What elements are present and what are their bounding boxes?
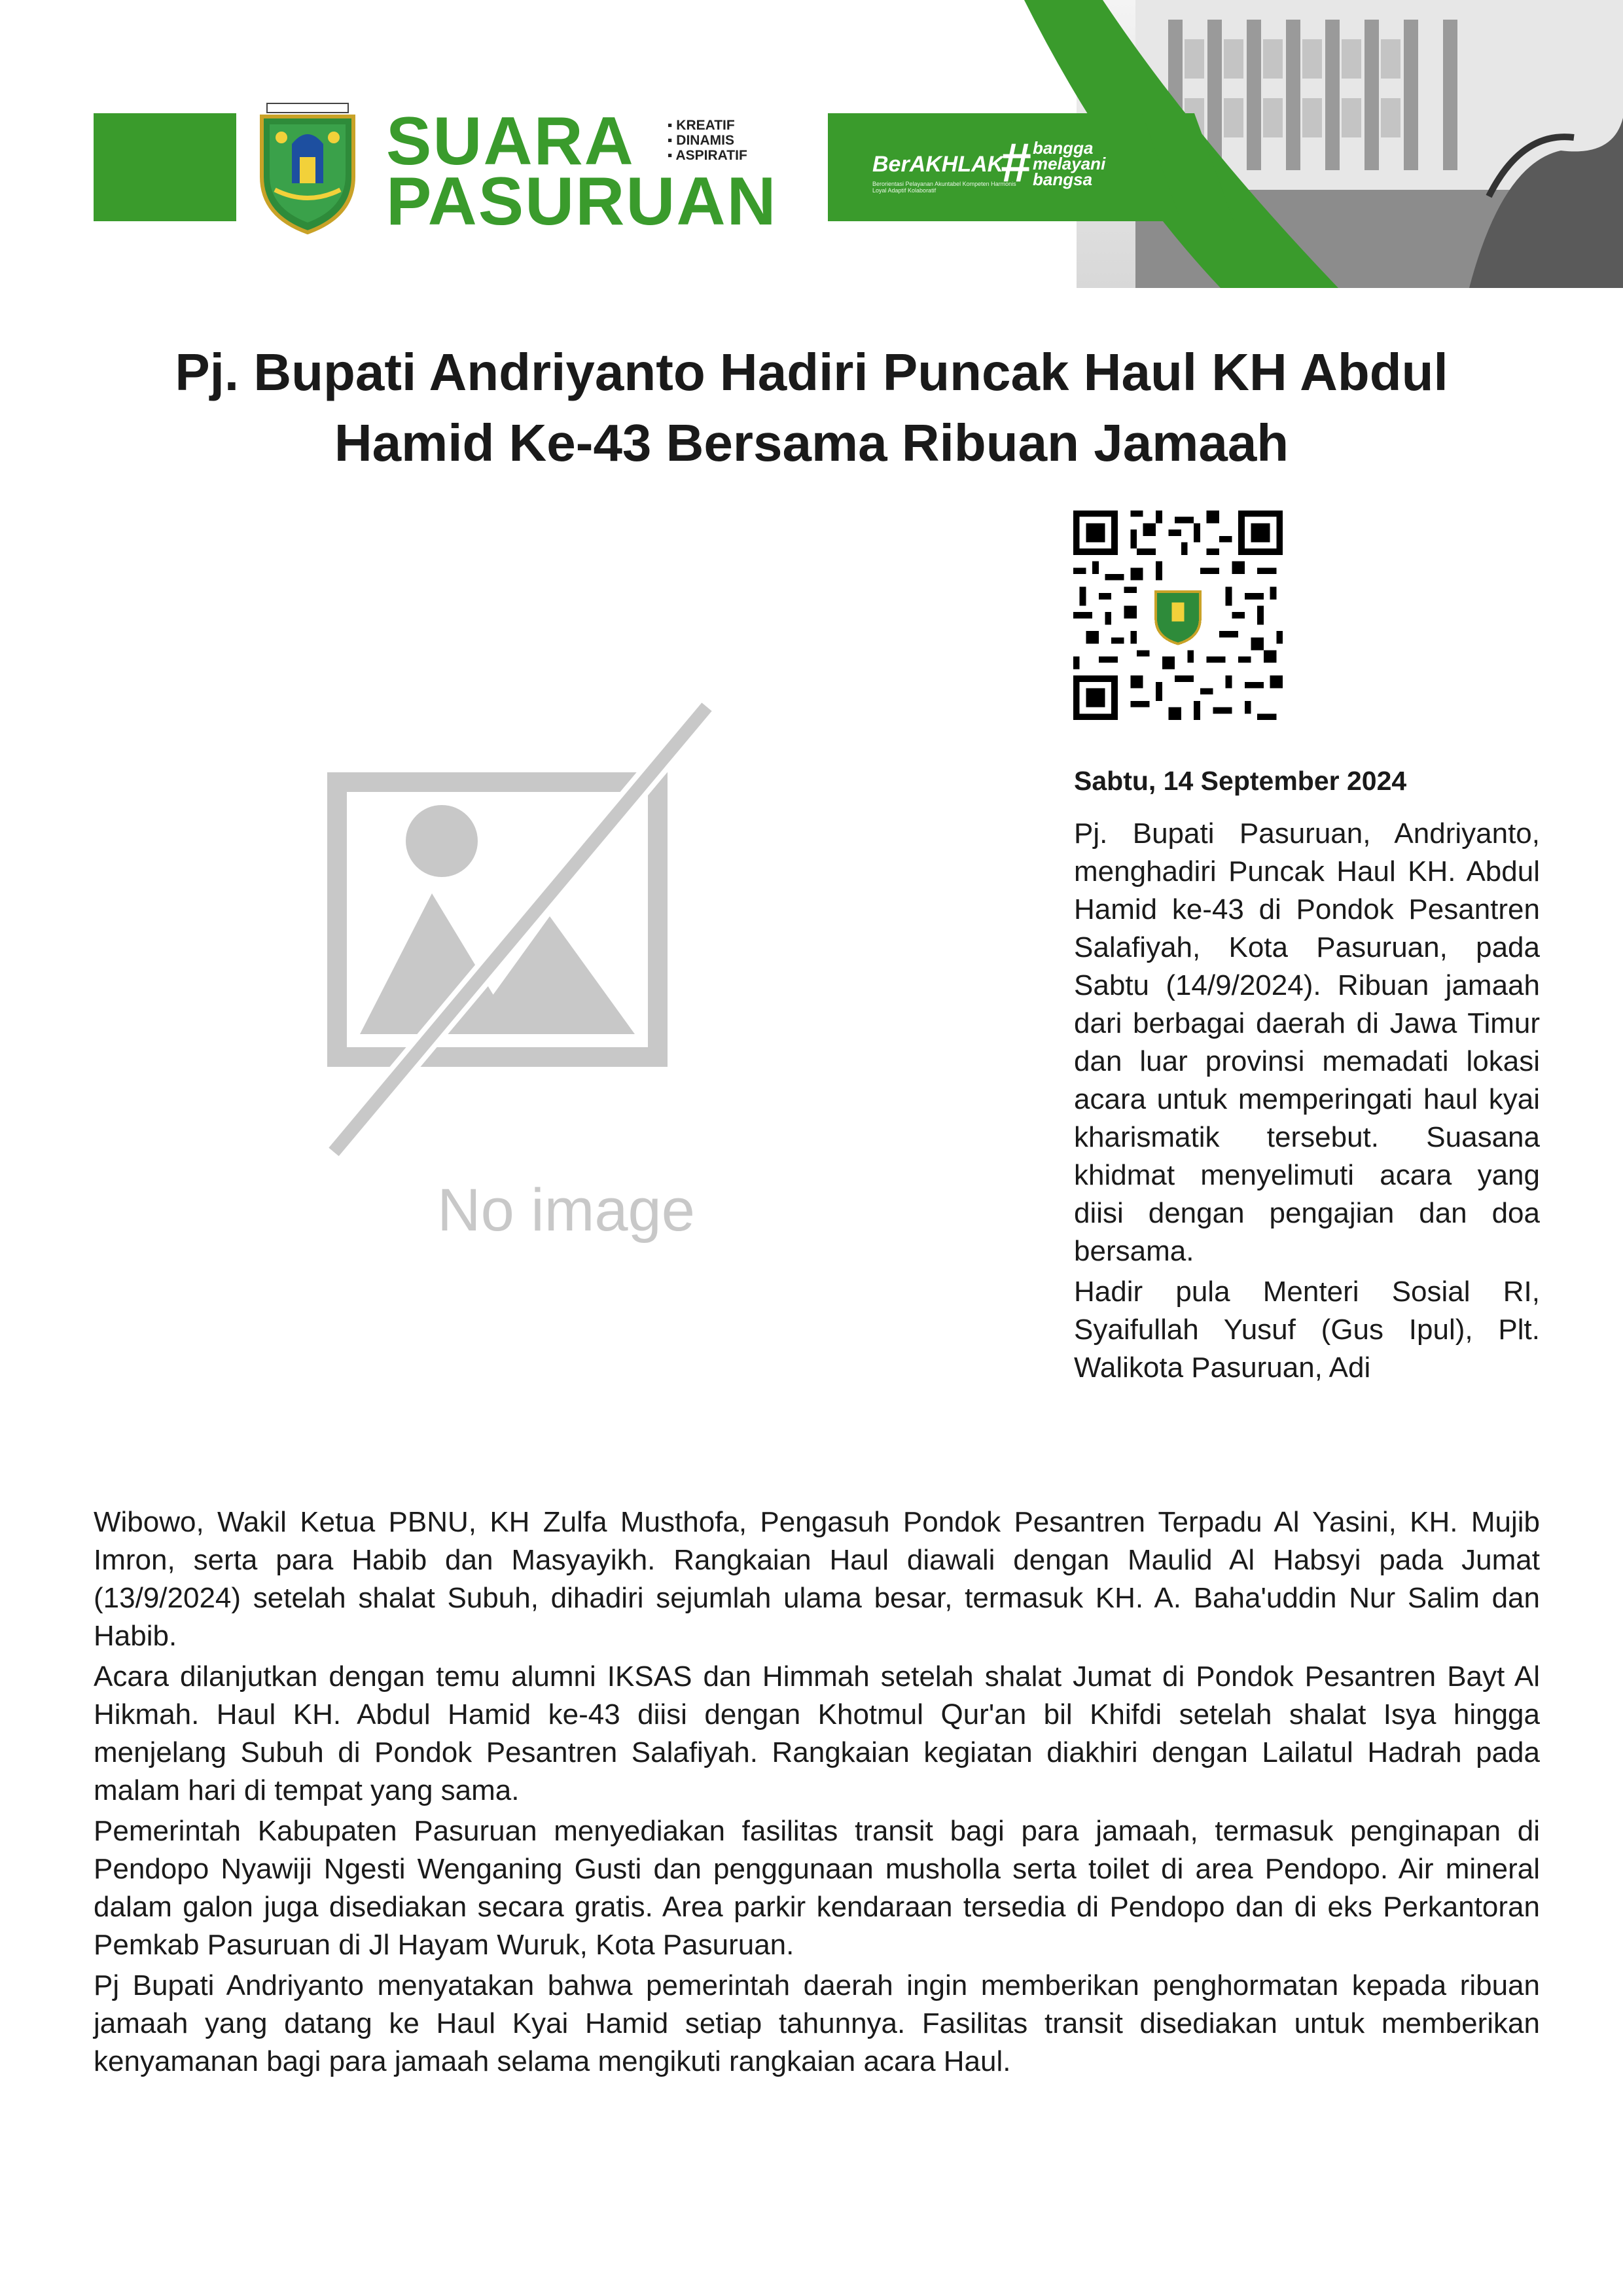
- bangga-line-3: bangsa: [1033, 170, 1093, 189]
- paragraph-3: Acara dilanjutkan dengan temu alumni IKSAS dan Himmah setelah shalat Jumat di Pondok Pesantren Bayt Al Hikmah. Haul KH. Abdul Hamid ke-43 diisi dengan Khotmul Qur'an bil Khifdi setelah shalat Isya hingga menjelang Subuh di Pondok Pesantren Salafiyah. Rangkaian kegiatan diakhiri dengan Lailatul Hadrah pada malam hari di tempat yang sama.: [94, 1660, 1540, 1806]
- brand-line-1: SUARA: [386, 103, 635, 179]
- pasuruan-crest-logo: [255, 98, 360, 236]
- paragraph-4: Pemerintah Kabupaten Pasuruan menyediakan fasilitas transit bagi para jamaah, termasuk penginapan di Pendopo Nyawiji Ngesti Wenganing Gusti dan penggunaan musholla serta toilet di area Pendopo. Air mineral dalam galon juga disediakan secara gratis. Area parkir kendaraan tersedia di Pendopo dan di eks Perkantoran Pemkab Pasuruan di Jl Hayam Wuruk, Kota Pasuruan.: [94, 1815, 1540, 1961]
- brand-tags: [668, 118, 747, 163]
- bangga-line-2: melayani: [1033, 154, 1106, 173]
- paragraph-2-start: Hadir pula Menteri Sosial RI, Syaifullah Yusuf (Gus Ipul), Plt. Walikota Pasuruan, Adi: [1074, 1276, 1540, 1384]
- article-headline: [105, 337, 1518, 478]
- tag-dinamis: ▪ DINAMIS: [668, 133, 747, 148]
- qr-code[interactable]: [1073, 511, 1283, 720]
- headline-line-2: Hamid Ke-43 Bersama Ribuan Jamaah: [334, 414, 1289, 472]
- bangga-line-1: bangga: [1033, 138, 1094, 158]
- headline-line-1: Pj. Bupati Andriyanto Hadiri Puncak Haul KH Abdul: [175, 343, 1448, 401]
- brand-line-2: PASURUAN: [386, 164, 777, 240]
- image-placeholder-icon: [327, 707, 707, 1152]
- no-image-placeholder: [314, 694, 812, 1283]
- paragraph-2-rest: Wibowo, Wakil Ketua PBNU, KH Zulfa Musthofa, Pengasuh Pondok Pesantren Terpadu Al Yasini, KH. Mujib Imron, serta para Habib dan Masyayikh. Rangkaian Haul diawali dengan Maulid Al Habsyi pada Jumat (13/9/2024) setelah shalat Subuh, dihadiri sejumlah ulama besar, termasuk KH. A. Baha'uddin Nur Salim dan Habib.: [94, 1506, 1540, 1652]
- article-right-column: [1074, 815, 1540, 1390]
- berakhlak-subtitle: Berorientasi Pelayanan Akuntabel Kompeten Harmonis Loyal Adaptif Kolaboratif: [872, 181, 1016, 194]
- berakhlak-logo-text: BerAKHLAK: [872, 152, 1004, 177]
- paragraph-5: Pj Bupati Andriyanto menyatakan bahwa pemerintah daerah ingin memberikan penghormatan kepada ribuan jamaah yang datang ke Haul Kyai Hamid setiap tahunnya. Fasilitas transit disediakan untuk memberikan kenyamanan bagi para jamaah selama mengikuti rangkaian acara Haul.: [94, 1969, 1540, 2077]
- header-banner-graphic: [828, 0, 1623, 288]
- paragraph-1: Pj. Bupati Pasuruan, Andriyanto, menghadiri Puncak Haul KH. Abdul Hamid ke-43 di Pondok Pesantren Salafiyah, Kota Pasuruan, pada Sabtu (14/9/2024). Ribuan jamaah dari berbagai daerah di Jawa Timur dan luar provinsi memadati lokasi acara untuk memperingati haul kyai kharismatik tersebut. Suasana khidmat menyelimuti acara yang diisi dengan pengajian dan doa bersama.: [1074, 817, 1540, 1267]
- article-full-column: [94, 1503, 1540, 2083]
- tag-aspiratif: ▪ ASPIRATIF: [668, 148, 747, 163]
- bangga-melayani-bangsa: [1033, 140, 1105, 187]
- article-date: Sabtu, 14 September 2024: [1074, 766, 1407, 796]
- tag-kreatif: ▪ KREATIF: [668, 118, 747, 133]
- no-image-text: No image: [437, 1177, 695, 1244]
- hashtag-icon: #: [1000, 132, 1031, 193]
- header-green-bar: [94, 113, 236, 221]
